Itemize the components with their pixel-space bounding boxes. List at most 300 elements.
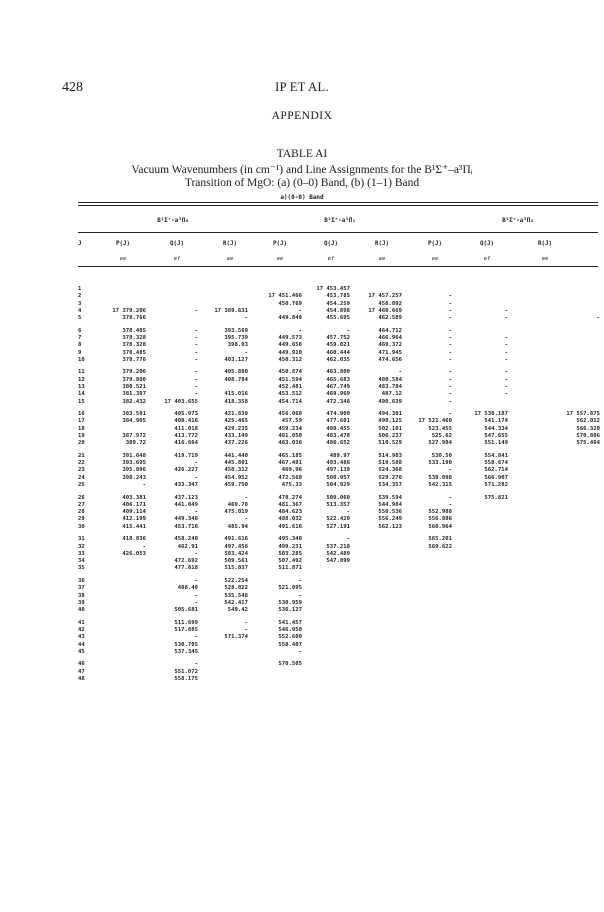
wavenumber-cell: 469.372	[378, 342, 402, 349]
parity-label: ee	[226, 256, 234, 262]
column-header: R(J)	[223, 241, 237, 247]
caption-line-2: Transition of MgO: (a) (0–0) Band, (b) (1–1) Band	[184, 177, 420, 189]
wavenumber-cell: 497.139	[326, 467, 350, 474]
wavenumber-cell: -	[194, 391, 198, 398]
table-label: TABLE AI	[276, 148, 328, 160]
wavenumber-cell: -	[448, 342, 452, 349]
wavenumber-cell: 530.959	[278, 599, 302, 606]
column-header: Q(J)	[170, 241, 184, 247]
wavenumber-cell: 566.320	[576, 425, 600, 432]
j-value: 30	[78, 523, 85, 530]
wavenumber-cell: 462.589	[378, 315, 402, 322]
wavenumber-cell: -	[298, 577, 302, 584]
wavenumber-cell: -	[194, 599, 198, 606]
wavenumber-cell: -	[194, 634, 198, 641]
table-row	[0, 433, 604, 440]
table-row	[0, 286, 604, 293]
wavenumber-cell: 459.021	[326, 342, 350, 349]
j-value: 39	[78, 599, 85, 606]
j-value: 48	[78, 675, 85, 682]
j-value: 45	[78, 648, 85, 655]
wavenumber-cell: 478.274	[278, 494, 302, 501]
wavenumber-cell: 490.639	[378, 398, 402, 405]
j-value: 34	[78, 558, 85, 565]
table-row	[0, 516, 604, 523]
j-value: 32	[78, 543, 85, 550]
j-value: 11	[78, 369, 85, 376]
wavenumber-cell: 488.032	[278, 516, 302, 523]
table-row	[0, 475, 604, 482]
table-row	[0, 391, 604, 398]
wavenumber-cell: 416.664	[174, 440, 198, 447]
wavenumber-cell: -	[504, 356, 508, 363]
j-value: 10	[78, 356, 85, 363]
wavenumber-cell: -	[244, 349, 248, 356]
wavenumber-cell: -	[448, 411, 452, 418]
wavenumber-cell: 453.512	[278, 391, 302, 398]
wavenumber-cell: 389.72	[125, 440, 146, 447]
parity-label: ef	[173, 256, 181, 262]
wavenumber-cell: 546.950	[278, 626, 302, 633]
wavenumber-cell: 449.658	[278, 342, 302, 349]
wavenumber-cell: 530.50	[431, 452, 452, 459]
wavenumber-cell: 418.836	[122, 536, 146, 543]
wavenumber-cell: 552.600	[278, 634, 302, 641]
wavenumber-cell: 467.481	[278, 460, 302, 467]
wavenumber-cell: 437.123	[174, 494, 198, 501]
wavenumber-cell: 534.357	[378, 482, 402, 488]
wavenumber-cell: 477.601	[326, 418, 350, 425]
j-value: 29	[78, 516, 85, 523]
parity-label: ef	[327, 256, 335, 262]
group-header-omega1: B¹Σ⁺-a³Π₁	[324, 218, 356, 224]
wavenumber-cell: 378.328	[122, 342, 146, 349]
wavenumber-cell: 510.529	[378, 440, 402, 447]
table-row	[0, 620, 604, 627]
wavenumber-cell: 519.588	[378, 460, 402, 467]
table-row	[0, 315, 604, 322]
wavenumber-cell: -	[448, 315, 452, 322]
j-value: 6	[78, 327, 82, 334]
wavenumber-cell: -	[142, 482, 146, 488]
wavenumber-cell: 426.227	[174, 467, 198, 474]
column-header: Q(J)	[480, 241, 494, 247]
wavenumber-cell: -	[194, 342, 198, 349]
wavenumber-cell: -	[194, 474, 198, 481]
wavenumber-cell: 514.983	[378, 452, 402, 459]
j-value: 28	[78, 509, 85, 516]
wavenumber-cell: 459.234	[278, 425, 302, 432]
wavenumber-cell: 504.929	[326, 482, 350, 488]
wavenumber-cell: -	[448, 501, 452, 508]
wavenumber-cell: 17 379.206	[112, 307, 146, 314]
wavenumber-cell: 17 557.875	[566, 411, 600, 418]
wavenumber-cell: 565.201	[428, 536, 452, 543]
table-row	[0, 578, 604, 585]
page-number: 428	[62, 80, 83, 95]
wavenumber-cell: 450.312	[224, 467, 248, 474]
wavenumber-cell: -	[194, 335, 198, 341]
column-header: P(J)	[273, 241, 287, 247]
wavenumber-cell: 486.652	[326, 440, 350, 447]
wavenumber-cell: 441.049	[174, 501, 198, 508]
j-value: 36	[78, 577, 85, 584]
wavenumber-cell: -	[504, 315, 508, 322]
wavenumber-cell: -	[448, 494, 452, 501]
j-value: 26	[78, 494, 85, 501]
wavenumber-cell: 469.78	[227, 501, 248, 508]
wavenumber-cell: -	[244, 516, 248, 523]
wavenumber-cell: 554.841	[484, 452, 508, 459]
wavenumber-cell: 509.561	[224, 558, 248, 565]
table-row	[0, 593, 604, 600]
wavenumber-cell: 566.907	[484, 474, 508, 481]
wavenumber-cell: 454.259	[326, 300, 350, 307]
wavenumber-cell: 409.114	[122, 509, 146, 516]
wavenumber-cell: -	[142, 543, 146, 550]
table-row	[0, 482, 604, 489]
running-head: IP ET AL.	[275, 80, 329, 94]
wavenumber-cell: -	[504, 376, 508, 383]
j-value: 17	[78, 418, 85, 425]
wavenumber-cell: 403.127	[224, 356, 248, 363]
table-row	[0, 440, 604, 447]
wavenumber-cell: 484.623	[278, 509, 302, 516]
parity-label: ee	[276, 256, 284, 262]
table-row	[0, 502, 604, 509]
wavenumber-cell: 542.417	[224, 599, 248, 606]
column-header: P(J)	[428, 241, 442, 247]
table-row	[0, 627, 604, 634]
wavenumber-cell: 524.368	[378, 467, 402, 474]
wavenumber-cell: 405.880	[224, 369, 248, 376]
table-rule-mid	[78, 232, 598, 233]
table-row	[0, 342, 604, 349]
wavenumber-cell: -	[448, 384, 452, 390]
wavenumber-cell: 493.486	[326, 460, 350, 467]
table-row	[0, 467, 604, 474]
wavenumber-cell: 503.424	[224, 550, 248, 557]
table-rule-header-bottom	[78, 266, 598, 267]
j-value: 1	[78, 286, 82, 292]
table-row	[0, 453, 604, 460]
wavenumber-cell: 450.874	[278, 369, 302, 376]
j-value: 38	[78, 592, 85, 599]
wavenumber-cell: 379.800	[122, 376, 146, 383]
wavenumber-cell: -	[346, 327, 350, 334]
wavenumber-cell: 562.123	[378, 523, 402, 530]
wavenumber-cell: 461.050	[278, 433, 302, 439]
wavenumber-cell: 441.440	[224, 452, 248, 459]
wavenumber-cell: 533.190	[428, 460, 452, 467]
band-label: a)(0-0) Band	[280, 194, 324, 201]
table-row	[0, 418, 604, 425]
table-row	[0, 661, 604, 668]
j-value: 31	[78, 536, 85, 543]
table-row	[0, 384, 604, 391]
j-value: 13	[78, 384, 85, 390]
wavenumber-cell: 569.622	[428, 543, 452, 550]
wavenumber-cell: -	[448, 327, 452, 334]
table-row	[0, 328, 604, 335]
j-value: 16	[78, 411, 85, 418]
wavenumber-cell: 378.485	[122, 327, 146, 334]
caption-line-1: Vacuum Wavenumbers (in cm⁻¹) and Line Assignments for the B¹Σ⁺–a³Πᵢ	[131, 164, 473, 176]
table-row	[0, 411, 604, 418]
wavenumber-cell: 541.457	[278, 619, 302, 626]
wavenumber-cell: 419.719	[174, 452, 198, 459]
wavenumber-cell: 488.48	[177, 585, 198, 592]
table-row	[0, 585, 604, 592]
wavenumber-cell: 475.33	[281, 482, 302, 488]
wavenumber-cell: 378.485	[122, 349, 146, 356]
wavenumber-cell: 406.171	[122, 501, 146, 508]
wavenumber-cell: 550.536	[378, 509, 402, 516]
wavenumber-cell: -	[194, 592, 198, 599]
wavenumber-cell: 495.340	[278, 536, 302, 543]
wavenumber-cell: 474.656	[378, 356, 402, 363]
wavenumber-cell: 541.174	[484, 418, 508, 425]
wavenumber-cell: 537.345	[174, 648, 198, 655]
wavenumber-cell: 445.801	[224, 460, 248, 467]
j-value: 22	[78, 460, 85, 467]
wavenumber-cell: 523.455	[428, 425, 452, 432]
wavenumber-cell: -	[298, 648, 302, 655]
wavenumber-cell: 451.594	[278, 376, 302, 383]
wavenumber-cell: 391.648	[122, 452, 146, 459]
column-header: R(J)	[538, 241, 552, 247]
wavenumber-cell: 544.984	[378, 501, 402, 508]
wavenumber-cell: 471.945	[378, 349, 402, 356]
wavenumber-cell: 556.886	[428, 516, 452, 523]
wavenumber-cell: 491.616	[278, 523, 302, 530]
j-value: 8	[78, 342, 82, 349]
table-row	[0, 642, 604, 649]
column-header: P(J)	[116, 241, 130, 247]
wavenumber-cell: -	[448, 293, 452, 300]
table-row	[0, 350, 604, 357]
wavenumber-cell: 547.899	[326, 558, 350, 565]
wavenumber-cell: 537.218	[326, 543, 350, 550]
j-value: 5	[78, 315, 82, 322]
wavenumber-cell: 450.769	[278, 300, 302, 307]
wavenumber-cell: 395.896	[122, 467, 146, 474]
wavenumber-cell: 454.898	[326, 307, 350, 314]
wavenumber-cell: 480.584	[378, 376, 402, 383]
wavenumber-cell: 562.714	[484, 467, 508, 474]
wavenumber-cell: 571.282	[484, 482, 508, 488]
wavenumber-cell: 378.766	[122, 315, 146, 322]
table-row	[0, 335, 604, 342]
wavenumber-cell: 381.397	[122, 391, 146, 398]
j-value: 21	[78, 452, 85, 459]
wavenumber-cell: 505.681	[174, 607, 198, 614]
wavenumber-cell: -	[298, 307, 302, 314]
wavenumber-cell: 17 403.655	[164, 398, 198, 405]
wavenumber-cell: -	[244, 619, 248, 626]
wavenumber-cell: 485.94	[227, 523, 248, 530]
wavenumber-cell: -	[596, 315, 600, 322]
wavenumber-cell: 487.12	[381, 391, 402, 398]
wavenumber-cell: 449.346	[174, 516, 198, 523]
parity-label: ee	[119, 256, 127, 262]
wavenumber-cell: 539.594	[378, 494, 402, 501]
wavenumber-cell: 380.521	[122, 384, 146, 390]
wavenumber-cell: 535.548	[224, 592, 248, 599]
wavenumber-cell: 454.952	[224, 474, 248, 481]
table-row	[0, 558, 604, 565]
wavenumber-cell: 542.489	[326, 550, 350, 557]
j-value: 4	[78, 307, 82, 314]
wavenumber-cell: 529.270	[378, 474, 402, 481]
table-row	[0, 600, 604, 607]
j-value: 14	[78, 391, 85, 398]
wavenumber-cell: 450.312	[278, 356, 302, 363]
wavenumber-cell: 494.301	[378, 411, 402, 418]
j-value: 35	[78, 565, 85, 572]
parity-label: ee	[378, 256, 386, 262]
table-row	[0, 536, 604, 543]
wavenumber-cell: 558.674	[484, 460, 508, 467]
appendix-heading: APPENDIX	[271, 110, 333, 122]
wavenumber-cell: 562.012	[576, 418, 600, 425]
wavenumber-cell: 462.91	[177, 543, 198, 550]
wavenumber-cell: -	[504, 391, 508, 398]
wavenumber-cell: 465.185	[278, 452, 302, 459]
table-row	[0, 524, 604, 531]
wavenumber-cell: 499.231	[278, 543, 302, 550]
wavenumber-cell: 463.800	[326, 369, 350, 376]
wavenumber-cell: 522.254	[224, 577, 248, 584]
wavenumber-cell: -	[194, 384, 198, 390]
table-row	[0, 460, 604, 467]
j-value: 18	[78, 425, 85, 432]
wavenumber-cell: 527.984	[428, 440, 452, 447]
wavenumber-cell: -	[194, 349, 198, 356]
wavenumber-cell: 517.885	[174, 626, 198, 633]
wavenumber-cell: 480.455	[326, 425, 350, 432]
wavenumber-cell: 472.348	[326, 398, 350, 405]
table-row	[0, 634, 604, 641]
table-row	[0, 399, 604, 406]
wavenumber-cell: 552.988	[428, 509, 452, 516]
wavenumber-cell: 17 451.466	[268, 293, 302, 300]
wavenumber-cell: 398.243	[122, 474, 146, 481]
wavenumber-cell: -	[346, 509, 350, 516]
wavenumber-cell: 418.358	[224, 398, 248, 405]
wavenumber-cell: 449.573	[278, 335, 302, 341]
parity-label: ee	[431, 256, 439, 262]
wavenumber-cell: 558.407	[278, 641, 302, 648]
j-value: 41	[78, 619, 85, 626]
wavenumber-cell: 393.569	[224, 327, 248, 334]
wavenumber-cell: 506.237	[378, 433, 402, 439]
wavenumber-cell: 17 521.460	[418, 418, 452, 425]
wavenumber-cell: -	[504, 384, 508, 390]
j-value: 12	[78, 376, 85, 383]
wavenumber-cell: 421.839	[224, 411, 248, 418]
j-value: 2	[78, 293, 82, 300]
wavenumber-cell: 489.97	[329, 452, 350, 459]
wavenumber-cell: -	[194, 307, 198, 314]
parity-label: ef	[483, 256, 491, 262]
wavenumber-cell: 556.249	[378, 516, 402, 523]
wavenumber-cell: 453.785	[326, 293, 350, 300]
column-header: Q(J)	[324, 241, 338, 247]
wavenumber-cell: 398.03	[227, 342, 248, 349]
wavenumber-cell: 525.62	[431, 433, 452, 439]
group-header-omega0: B¹Σ⁺-a³Π₀	[157, 218, 189, 224]
group-header-omega2: B¹Σ⁺-a³Π₂	[502, 218, 534, 224]
wavenumber-cell: 475.019	[224, 509, 248, 516]
wavenumber-cell: 464.712	[378, 327, 402, 334]
wavenumber-cell: -	[448, 356, 452, 363]
column-header: R(J)	[375, 241, 389, 247]
wavenumber-cell: -	[194, 577, 198, 584]
wavenumber-cell: 575.821	[484, 494, 508, 501]
wavenumber-cell: 521.095	[278, 585, 302, 592]
table-row	[0, 544, 604, 551]
wavenumber-cell: -	[504, 369, 508, 376]
table-row	[0, 308, 604, 315]
wavenumber-cell: 433.149	[224, 433, 248, 439]
table-row	[0, 301, 604, 308]
wavenumber-cell: -	[194, 550, 198, 557]
table-row	[0, 607, 604, 614]
wavenumber-cell: 522.420	[326, 516, 350, 523]
wavenumber-cell: 449.849	[278, 315, 302, 322]
wavenumber-cell: 460.444	[326, 349, 350, 356]
wavenumber-cell: -	[448, 349, 452, 356]
wavenumber-cell: 474.900	[326, 411, 350, 418]
wavenumber-cell: 17 389.631	[214, 307, 248, 314]
wavenumber-cell: 467.749	[326, 384, 350, 390]
wavenumber-cell: -	[346, 536, 350, 543]
j-value: 44	[78, 641, 85, 648]
wavenumber-cell: 458.892	[378, 300, 402, 307]
table-row	[0, 495, 604, 502]
j-value: 43	[78, 634, 85, 641]
wavenumber-cell: 472.560	[278, 474, 302, 481]
wavenumber-cell: 413.772	[174, 433, 198, 439]
wavenumber-cell: 425.465	[224, 418, 248, 425]
wavenumber-cell: 497.456	[224, 543, 248, 550]
wavenumber-cell: 382.432	[122, 398, 146, 405]
wavenumber-cell: -	[244, 315, 248, 322]
wavenumber-cell: 560.964	[428, 523, 452, 530]
wavenumber-cell: -	[298, 592, 302, 599]
wavenumber-cell: 415.441	[122, 523, 146, 530]
wavenumber-cell: 465.683	[326, 376, 350, 383]
wavenumber-cell: -	[504, 307, 508, 314]
j-value: 27	[78, 501, 85, 508]
wavenumber-cell: 503.285	[278, 550, 302, 557]
wavenumber-cell: -	[448, 300, 452, 307]
wavenumber-cell: 477.818	[174, 565, 198, 572]
wavenumber-cell: 469.969	[326, 391, 350, 398]
j-value: 9	[78, 349, 82, 356]
wavenumber-cell: -	[194, 460, 198, 467]
wavenumber-cell: 542.315	[428, 482, 452, 488]
table-rule-top	[78, 202, 598, 203]
wavenumber-cell: -	[448, 376, 452, 383]
wavenumber-cell: -	[504, 342, 508, 349]
wavenumber-cell: -	[194, 661, 198, 668]
wavenumber-cell: 527.191	[326, 523, 350, 530]
wavenumber-cell: 415.016	[224, 391, 248, 398]
wavenumber-cell: 449.910	[278, 349, 302, 356]
wavenumber-cell: 383.591	[122, 411, 146, 418]
